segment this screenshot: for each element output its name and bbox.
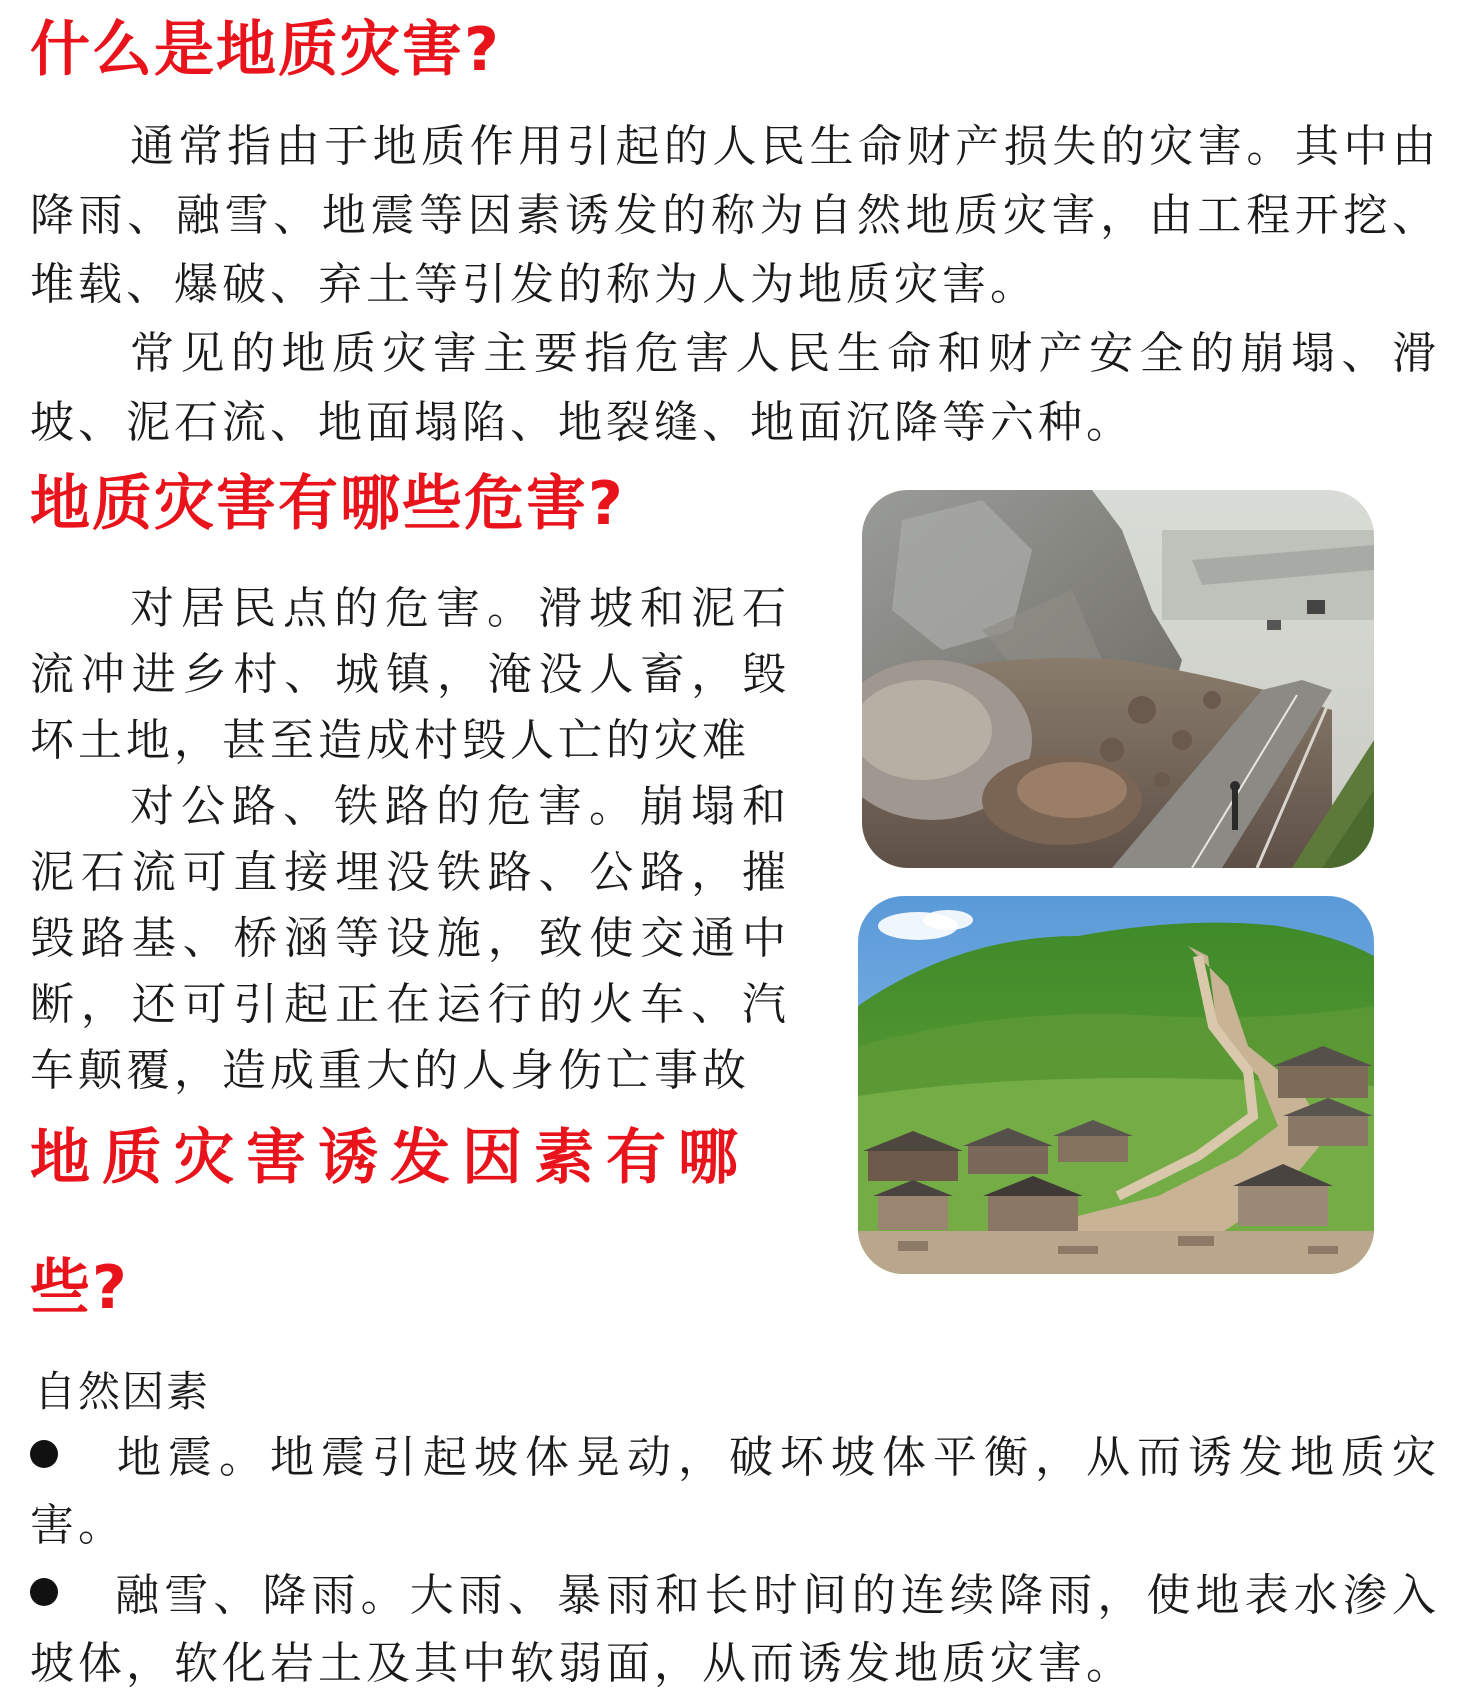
bullet-snowmelt-rain <box>30 1562 1440 1698</box>
heading-hazards: 地质灾害有哪些危害? <box>30 469 625 539</box>
bullet-text-snowmelt-rain: 融雪、降雨。大雨、暴雨和长时间的连续降雨，使地表水渗入坡体，软化岩土及其中软弱面，从而诱发地质灾害。 <box>30 1570 1440 1689</box>
rockfall-on-road-photo <box>862 490 1374 868</box>
paragraph-definition: 通常指由于地质作用引起的人民生命财产损失的灾害。其中由降雨、融雪、地震等因素诱发的称为自然地质灾害，由工程开挖、堆载、爆破、弃土等引发的称为人为地质灾害。 <box>30 121 1440 310</box>
debris-flow-village-photo <box>858 896 1374 1274</box>
heading-triggers-line1: 地质灾害诱发因素有哪 <box>30 1123 750 1193</box>
bullet-text-earthquake: 地震。地震引起坡体晃动，破坏坡体平衡，从而诱发地质灾害。 <box>30 1432 1440 1551</box>
bullet-earthquake <box>30 1424 1440 1560</box>
heading-triggers-line2: 些? <box>30 1253 129 1323</box>
paragraph-hazard-roads: 对公路、铁路的危害。崩塌和泥石流可直接埋没铁路、公路，摧毁路基、桥涵等设施，致使交通中断，还可引起正在运行的火车、汽车颠覆，造成重大的人身伤亡事故 <box>30 781 790 1096</box>
bullet-dot-icon <box>30 1578 58 1606</box>
paragraph-hazard-residential: 对居民点的危害。滑坡和泥石流冲进乡村、城镇，淹没人畜，毁坏土地，甚至造成村毁人亡的灾难 <box>30 583 790 766</box>
heading-what-is-geological-disaster: 什么是地质灾害? <box>30 15 501 85</box>
bullet-dot-icon <box>30 1440 58 1468</box>
paragraph-common-types: 常见的地质灾害主要指危害人民生命和财产安全的崩塌、滑坡、泥石流、地面塌陷、地裂缝、地面沉降等六种。 <box>30 328 1440 448</box>
natural-factors-label: 自然因素 <box>34 1367 211 1416</box>
